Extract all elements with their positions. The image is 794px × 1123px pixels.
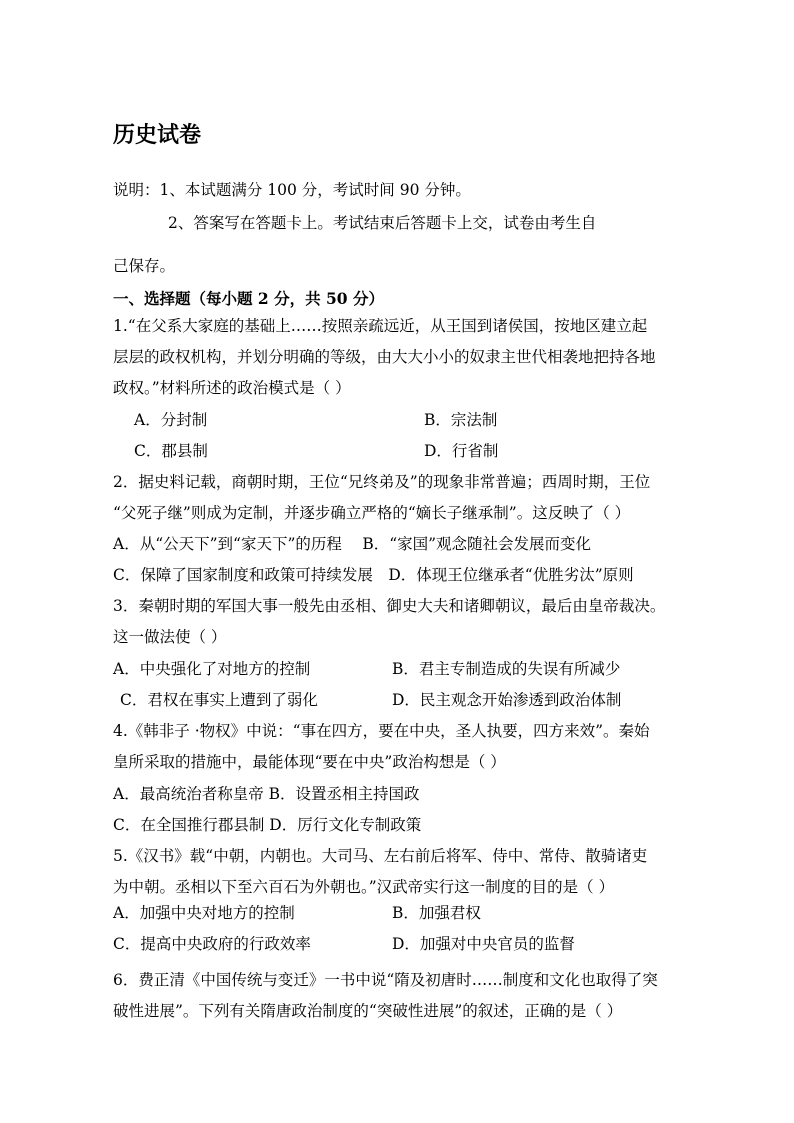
question-6-line-1: 6．费正清《中国传统与变迁》一书中说“隋及初唐时……制度和文化也取得了突 bbox=[113, 971, 658, 989]
question-4-options-cd: C．在全国推行郡县制 D．厉行文化专制政策 bbox=[113, 816, 422, 834]
page-title: 历史试卷 bbox=[113, 122, 202, 148]
question-4-options-ab: A．最高统治者称皇帝 B．设置丞相主持国政 bbox=[113, 785, 420, 803]
question-5-option-d: D．加强对中央官员的监督 bbox=[392, 935, 575, 953]
question-3-line-2: 这一做法使（ ） bbox=[113, 628, 227, 646]
question-5-option-a: A．加强中央对地方的控制 bbox=[113, 904, 295, 922]
question-3-option-c: C．君权在事实上遭到了弱化 bbox=[120, 691, 318, 709]
question-3-line-1: 3．秦朝时期的军国大事一般先由丞相、御史大夫和诸卿朝议，最后由皇帝裁决。 bbox=[113, 597, 666, 615]
question-1-option-d: D．行省制 bbox=[424, 442, 499, 460]
question-3-option-d: D．民主观念开始渗透到政治体制 bbox=[392, 691, 622, 709]
question-4-line-1: 4.《韩非子 ·物权》中说：“事在四方，要在中央，圣人执要，四方来效”。秦始 bbox=[113, 722, 650, 740]
question-1-option-b: B．宗法制 bbox=[424, 411, 498, 429]
question-1-line-1: 1.“在父系大家庭的基础上……按照亲疏远近，从王国到诸侯国，按地区建立起 bbox=[113, 317, 648, 335]
question-1-line-3: 政权。”材料所述的政治模式是（ ） bbox=[113, 379, 351, 397]
question-2-line-2: “父死子继”则成为定制，并逐步确立严格的“嫡长子继承制”。这反映了（ ） bbox=[113, 504, 631, 522]
question-5-line-2: 为中朝。丞相以下至六百石为外朝也。”汉武帝实行这一制度的目的是（ ） bbox=[113, 878, 615, 896]
question-2-line-1: 2．据史料记载，商朝时期，王位“兄终弟及”的现象非常普遍；西周时期，王位 bbox=[113, 473, 651, 491]
instruction-line-2: 2、答案写在答题卡上。考试结束后答题卡上交，试卷由考生自 bbox=[168, 214, 597, 232]
question-2-options-ab: A．从“公天下”到“家天下”的历程 B．“家国”观念随社会发展而变化 bbox=[113, 535, 592, 553]
instruction-line-3: 己保存。 bbox=[113, 257, 176, 275]
question-1-option-a: A．分封制 bbox=[134, 411, 208, 429]
question-3-option-a: A．中央强化了对地方的控制 bbox=[113, 660, 311, 678]
question-3-option-b: B．君主专制造成的失误有所减少 bbox=[392, 660, 621, 678]
question-1-line-2: 层层的政权机构，并划分明确的等级，由大大小小的奴隶主世代相袭地把持各地 bbox=[113, 348, 656, 366]
question-5-option-c: C．提高中央政府的行政效率 bbox=[113, 935, 311, 953]
question-2-options-cd: C．保障了国家制度和政策可持续发展 D．体现王位继承者“优胜劣汰”原则 bbox=[113, 566, 634, 584]
question-5-option-b: B．加强君权 bbox=[392, 904, 481, 922]
question-4-line-2: 皇所采取的措施中，最能体现“要在中央”政治构想是（ ） bbox=[113, 753, 506, 771]
section-heading: 一、选择题（每小题 2 分，共 50 分） bbox=[113, 289, 384, 308]
question-6-line-2: 破性进展”。下列有关隋唐政治制度的“突破性进展”的叙述，正确的是（ ） bbox=[113, 1002, 623, 1020]
question-5-line-1: 5.《汉书》载“中朝，内朝也。大司马、左右前后将军、侍中、常侍、散骑诸吏 bbox=[113, 847, 648, 865]
instruction-line-1: 说明：1、本试题满分 100 分，考试时间 90 分钟。 bbox=[113, 181, 471, 199]
question-1-option-c: C．郡县制 bbox=[134, 442, 208, 460]
